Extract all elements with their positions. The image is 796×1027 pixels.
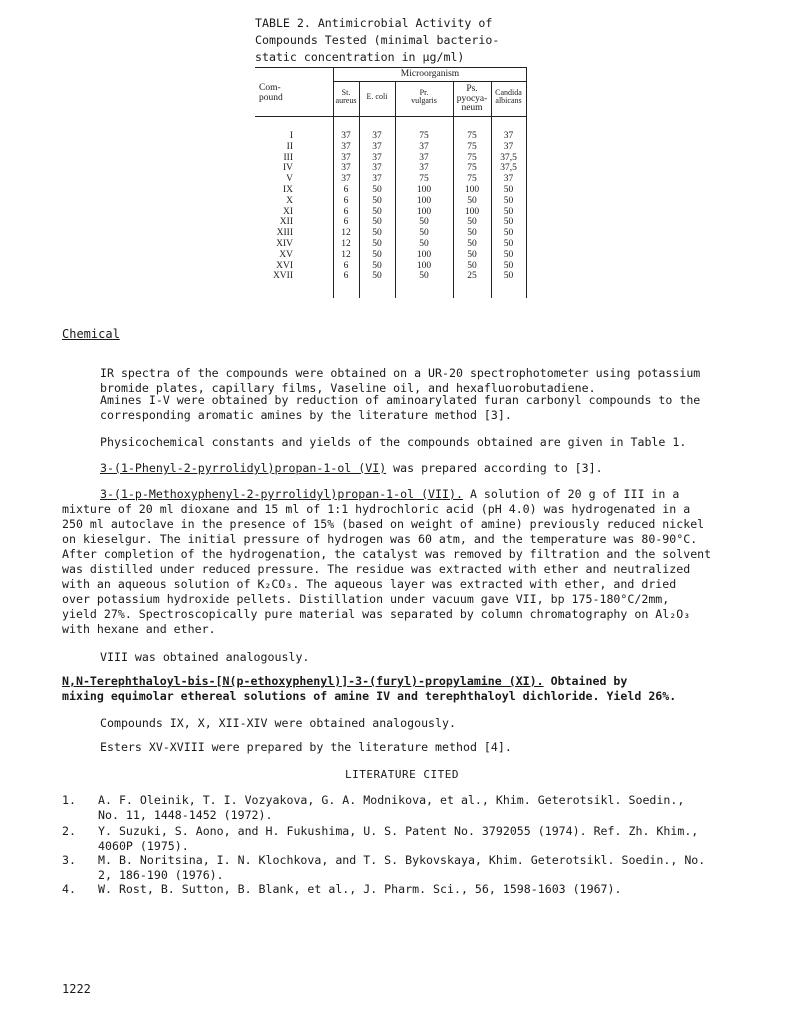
table-cell: 37 xyxy=(503,141,514,152)
table-cell: 50 xyxy=(467,195,477,206)
table-cell: 50 xyxy=(372,185,382,195)
reference-text: Y. Suzuki, S. Aono, and H. Fukushima, U. S. Patent No. 3792055 (1974). Ref. Zh. Khim., 4060P (1975). xyxy=(98,824,699,853)
table-cell: 50 xyxy=(372,217,382,228)
table-cell: 37 xyxy=(341,152,351,163)
microorganism-header: Microorganism xyxy=(400,69,460,79)
table-cell: 50 xyxy=(467,249,477,260)
paragraph-constants: Physicochemical constants and yields of the compounds obtained are given in Table 1. xyxy=(100,435,687,449)
row-compound: III xyxy=(283,152,293,163)
table-cell: 37 xyxy=(372,174,382,185)
table-cell: 100 xyxy=(416,195,432,206)
paragraph-compound-vi xyxy=(100,461,760,476)
table-cell: 37 xyxy=(372,163,382,174)
table-cell: 6 xyxy=(343,185,349,195)
table-cell: 37 xyxy=(503,174,514,185)
table-column-rule xyxy=(526,67,527,298)
table-cell: 50 xyxy=(503,260,514,271)
table-cell: 50 xyxy=(467,217,477,228)
table-cell: 6 xyxy=(343,260,349,271)
table-cell: 50 xyxy=(503,249,514,260)
compound-xi-title: N,N-Terephthaloyl-bis-[N(p-ethoxyphenyl)]-3-(furyl)-propylamine (XI). xyxy=(62,674,544,688)
row-compound: II xyxy=(286,141,293,152)
table-cell: 50 xyxy=(503,217,514,228)
reference-text: M. B. Noritsina, I. N. Klochkova, and T. S. Bykovskaya, Khim. Geterotsikl. Soedin., No. 2, 186-190 (1976). xyxy=(98,853,706,882)
row-compound: V xyxy=(286,174,293,185)
table-cell: 12 xyxy=(341,228,351,239)
row-compound: XIV xyxy=(276,239,293,249)
reference-text: W. Rost, B. Sutton, B. Blank, et al., J. Pharm. Sci., 56, 1598-1603 (1967). xyxy=(98,882,622,896)
compound-vii-text: A solution of 20 g of III in a xyxy=(462,487,680,501)
table-micro-rule xyxy=(333,81,527,82)
row-compound: XI xyxy=(282,206,293,217)
table-cell: 50 xyxy=(503,195,514,206)
compound-vii-title: 3-(1-p-Methoxyphenyl-2-pyrrolidyl)propan-1-ol (VII). xyxy=(100,487,463,501)
table-cell: 75 xyxy=(467,141,477,152)
table-cell: 75 xyxy=(419,131,429,141)
paragraph-compound-xi-body: mixing equimolar ethereal solutions of amine IV and terephthaloyl dichloride. Yield 26%. xyxy=(62,689,677,703)
table-cell: 50 xyxy=(372,195,382,206)
row-compound: XII xyxy=(279,217,293,228)
table-cell: 37 xyxy=(341,131,351,141)
table-cell: 12 xyxy=(341,249,351,260)
table-cell: 50 xyxy=(467,260,477,271)
table-cell: 37 xyxy=(419,163,429,174)
column-header: St. aureus xyxy=(335,88,357,105)
table-cell: 37 xyxy=(341,163,351,174)
compound-xi-text: Obtained by xyxy=(543,674,628,688)
paragraph-compound-xi xyxy=(62,674,752,689)
paragraph-text: IR spectra of the compounds were obtained on a UR-20 spectrophotometer using potassium bromide plates, capillary films, Vaseline oil, and hexafluorobutadiene. xyxy=(100,366,701,395)
table-cell: 50 xyxy=(467,239,477,249)
row-compound: XVI xyxy=(276,260,293,271)
reference-number: 1. xyxy=(62,793,76,807)
column-header: E. coli xyxy=(366,92,388,101)
table-top-rule xyxy=(255,67,527,68)
section-heading: Chemical xyxy=(62,327,120,341)
table-header-rule xyxy=(255,116,527,117)
table-cell: 50 xyxy=(372,249,382,260)
table-cell: 100 xyxy=(416,260,432,271)
table-cell: 75 xyxy=(467,174,477,185)
table-cell: 37 xyxy=(372,141,382,152)
table-cell: 100 xyxy=(464,206,480,217)
table-cell: 50 xyxy=(419,239,429,249)
table-cell: 100 xyxy=(416,206,432,217)
row-compound: XIII xyxy=(276,228,293,239)
table-cell: 50 xyxy=(503,239,514,249)
table-cell: 50 xyxy=(419,228,429,239)
table-cell: 50 xyxy=(419,271,429,282)
table-cell: 50 xyxy=(372,271,382,282)
table-cell: 37 xyxy=(372,152,382,163)
antimicrobial-table xyxy=(255,67,527,298)
table-cell: 12 xyxy=(341,239,351,249)
table-cell: 75 xyxy=(467,163,477,174)
table-cell: 6 xyxy=(343,217,349,228)
table-cell: 50 xyxy=(503,185,514,195)
table-cell: 75 xyxy=(467,152,477,163)
reference-number: 3. xyxy=(62,853,76,867)
table-cell: 100 xyxy=(416,249,432,260)
table-cell: 6 xyxy=(343,271,349,282)
table-cell: 6 xyxy=(343,206,349,217)
column-header: Pr. vulgaris xyxy=(411,88,437,105)
row-compound: IV xyxy=(282,163,293,174)
row-compound: X xyxy=(286,195,293,206)
column-header: Ps. pyocya- neum xyxy=(456,84,488,113)
row-compound: XV xyxy=(279,249,293,260)
row-compound: IX xyxy=(282,185,293,195)
literature-heading: LITERATURE CITED xyxy=(345,768,459,781)
table-cell: 50 xyxy=(372,228,382,239)
column-header: Candida albicans xyxy=(495,88,522,105)
page-number: 1222 xyxy=(62,982,91,996)
table-cell: 25 xyxy=(467,271,477,282)
compound-header: Com- pound xyxy=(259,83,283,103)
table-cell: 6 xyxy=(343,195,349,206)
table-cell: 37 xyxy=(503,131,514,141)
table-cell: 100 xyxy=(416,185,432,195)
table-cell: 50 xyxy=(372,239,382,249)
table-cell: 50 xyxy=(503,271,514,282)
table-cell: 50 xyxy=(419,217,429,228)
table-caption: TABLE 2. Antimicrobial Activity of Compounds Tested (minimal bacterio- static concentration in µg/ml) xyxy=(255,16,500,64)
table-cell: 50 xyxy=(372,260,382,271)
compound-vi-title: 3-(1-Phenyl-2-pyrrolidyl)propan-1-ol (VI) xyxy=(100,461,387,475)
table-cell: 37 xyxy=(419,152,429,163)
table-cell: 37 xyxy=(341,141,351,152)
table-cell: 37,5 xyxy=(500,163,517,174)
table-cell: 100 xyxy=(464,185,480,195)
row-compound: XVII xyxy=(272,271,293,282)
paragraph-compound-vii-title xyxy=(100,487,760,502)
table-cell: 75 xyxy=(419,174,429,185)
compound-vi-text: was prepared according to [3]. xyxy=(386,461,603,475)
paragraph-ir-spectra xyxy=(100,351,760,396)
table-cell: 75 xyxy=(467,131,477,141)
table-cell: 37 xyxy=(419,141,429,152)
table-cell: 37 xyxy=(341,174,351,185)
table-cell: 37,5 xyxy=(500,152,517,163)
table-cell: 50 xyxy=(372,206,382,217)
reference-number: 4. xyxy=(62,882,76,896)
row-compound: I xyxy=(289,131,293,141)
paragraph-amines: Amines I-V were obtained by reduction of aminoarylated furan carbonyl compounds to the corresponding aromatic amines by the literature method [3]. xyxy=(100,393,701,422)
table-cell: 50 xyxy=(503,228,514,239)
table-cell: 50 xyxy=(503,206,514,217)
table-cell: 50 xyxy=(467,228,477,239)
paragraph-viii: VIII was obtained analogously. xyxy=(100,650,310,664)
reference-number: 2. xyxy=(62,824,76,838)
paragraph-esters: Esters XV-XVIII were prepared by the literature method [4]. xyxy=(100,740,512,754)
paragraph-ix-xiv: Compounds IX, X, XII-XIV were obtained analogously. xyxy=(100,716,456,730)
table-cell: 37 xyxy=(372,131,382,141)
paragraph-compound-vii-body: mixture of 20 ml dioxane and 15 ml of 1:1 hydrochloric acid (pH 4.0) was hydrogenated in a 250 ml autoclave in the presence of 15% (based on weight of amine) previously reduced nickel on kieselgur. The initial pressure of hydrogen was 60 atm, and the temperature was 80-90°C. After completion of the hydrogenation, the catalyst was removed by filtration and the solvent was distilled under reduced pressure. The residue was extracted with ether and neutralized with an aqueous solution of K₂CO₃. The aqueous layer was extracted with ether, and dried over potassium hydroxide pellets. Distillation under vacuum gave VII, bp 175-180°C/2mm, yield 27%. Spectroscopically pure material was separated by column chromatography on Al₂O₃ with hexane and ether. xyxy=(62,502,712,636)
reference-text: A. F. Oleinik, T. I. Vozyakova, G. A. Modnikova, et al., Khim. Geterotsikl. Soedin., No. 11, 1448-1452 (1972). xyxy=(98,793,685,822)
